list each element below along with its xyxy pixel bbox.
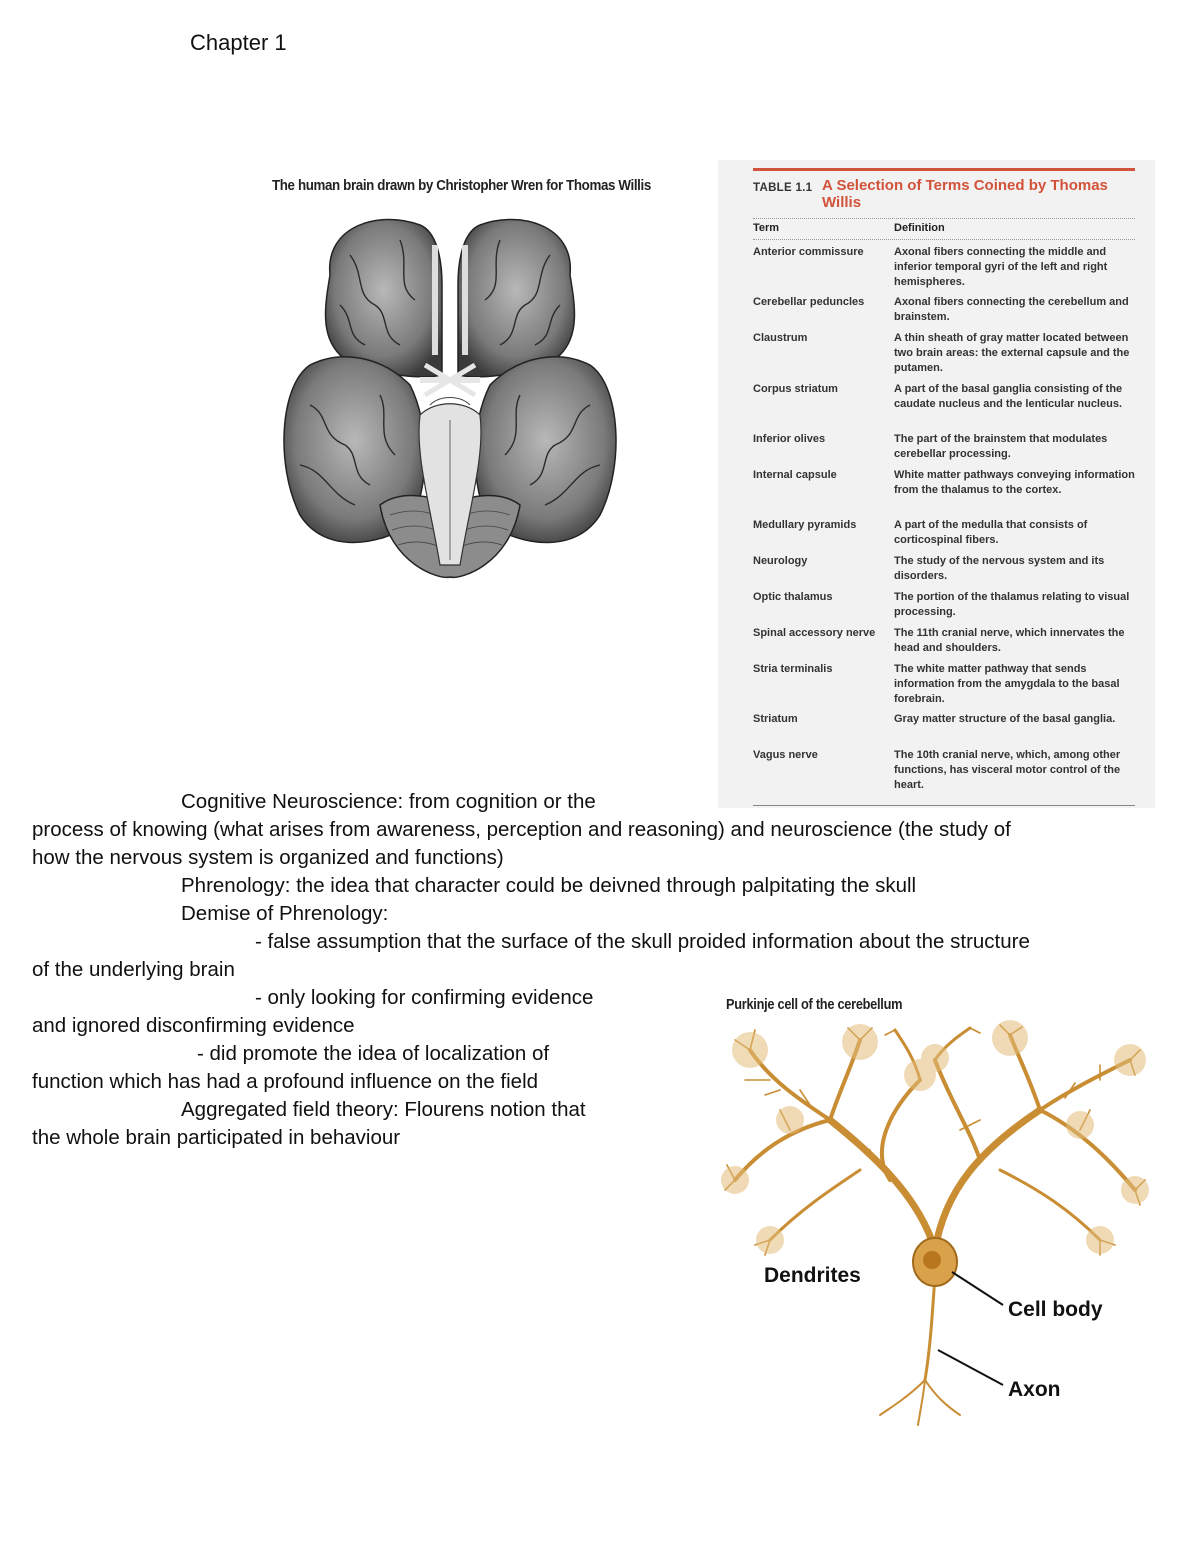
table-cell-definition: The 11th cranial nerve, which innervates the head and shoulders. <box>894 627 1125 654</box>
table-cell-term: Spinal accessory nerve <box>753 627 876 639</box>
note-line: of the underlying brain <box>32 958 235 981</box>
note-line: - false assumption that the surface of the skull proided information about the structure <box>255 930 1030 953</box>
column-header-definition: Definition <box>894 222 945 234</box>
table-bottom-rule <box>753 805 1135 806</box>
table-cell-definition: Axonal fibers connecting the cerebellum and brainstem. <box>894 296 1129 323</box>
table-row <box>753 432 1138 462</box>
table-cell-definition: A part of the basal ganglia consisting of the caudate nucleus and the lenticular nucleus. <box>894 383 1123 410</box>
table-top-rule <box>753 168 1135 171</box>
table-cell-definition: A thin sheath of gray matter located between two brain areas: the external capsule and the putamen. <box>894 332 1130 374</box>
column-header-term: Term <box>753 222 780 234</box>
note-line: the whole brain participated in behaviour <box>32 1126 401 1149</box>
note-line: and ignored disconfirming evidence <box>32 1014 355 1037</box>
table-cell-definition: The white matter pathway that sends information from the amygdala to the basal forebrain. <box>894 663 1120 705</box>
table-cell-definition: Gray matter structure of the basal ganglia. <box>894 713 1116 725</box>
table-row <box>753 295 1138 325</box>
purkinje-cell-illustration <box>720 1020 1150 1430</box>
table-row <box>753 748 1138 793</box>
table-cell-term: Neurology <box>753 555 808 567</box>
table-cell-term: Stria terminalis <box>753 663 833 675</box>
table-number: TABLE 1.1 <box>753 182 813 194</box>
table-cell-definition: The 10th cranial nerve, which, among other functions, has visceral motor control of the heart. <box>894 749 1121 791</box>
note-line: - did promote the idea of localization of <box>197 1042 550 1065</box>
table-header-row <box>753 222 1135 234</box>
table-cell-term: Inferior olives <box>753 433 826 445</box>
brain-illustration <box>270 205 630 585</box>
note-line: - only looking for confirming evidence <box>255 986 594 1009</box>
axon-label: Axon <box>1008 1378 1061 1401</box>
table-cell-term: Cerebellar peduncles <box>753 296 865 308</box>
table-row <box>753 382 1138 412</box>
table-row <box>753 662 1138 707</box>
table-cell-definition: A part of the medulla that consists of corticospinal fibers. <box>894 519 1088 546</box>
table-cell-term: Vagus nerve <box>753 749 818 761</box>
note-line: how the nervous system is organized and functions) <box>32 846 504 869</box>
purkinje-figure-caption: Purkinje cell of the cerebellum <box>726 997 903 1013</box>
note-line: function which has had a profound influence on the field <box>32 1070 539 1093</box>
table-row <box>753 626 1138 656</box>
table-cell-definition: The part of the brainstem that modulates cerebellar processing. <box>894 433 1108 460</box>
table-cell-term: Striatum <box>753 713 798 725</box>
table-header-bottom-rule <box>753 239 1135 240</box>
table-cell-definition: The portion of the thalamus relating to visual processing. <box>894 591 1130 618</box>
table-row <box>753 518 1138 548</box>
table-cell-term: Anterior commissure <box>753 246 864 258</box>
note-line: Phrenology: the idea that character could be deivned through palpitating the skull <box>181 874 917 897</box>
table-row <box>753 590 1138 620</box>
table-cell-term: Medullary pyramids <box>753 519 857 531</box>
table-header-rule <box>753 218 1135 219</box>
note-line: Cognitive Neuroscience: from cognition or the <box>181 790 596 813</box>
table-row <box>753 331 1138 376</box>
table-title: A Selection of Terms Coined by Thomas Willis <box>822 177 1108 211</box>
note-line: process of knowing (what arises from awareness, perception and reasoning) and neuroscience (the study of <box>32 818 1011 841</box>
table-cell-definition: White matter pathways conveying information from the thalamus to the cortex. <box>894 469 1135 496</box>
table-cell-definition: The study of the nervous system and its disorders. <box>894 555 1105 582</box>
table-row <box>753 554 1138 584</box>
note-line: Aggregated field theory: Flourens notion that <box>181 1098 586 1121</box>
chapter-heading: Chapter 1 <box>190 30 287 55</box>
table-row <box>753 468 1138 498</box>
note-line: Demise of Phrenology: <box>181 902 389 925</box>
table-cell-term: Corpus striatum <box>753 383 838 395</box>
table-cell-definition: Axonal fibers connecting the middle and inferior temporal gyri of the left and right hemispheres. <box>894 246 1108 288</box>
table-row <box>753 245 1138 290</box>
table-cell-term: Optic thalamus <box>753 591 833 603</box>
brain-figure-caption: The human brain drawn by Christopher Wren for Thomas Willis <box>272 178 651 194</box>
cell-body-label: Cell body <box>1008 1298 1103 1321</box>
table-cell-term: Claustrum <box>753 332 808 344</box>
table-cell-term: Internal capsule <box>753 469 837 481</box>
table-row <box>753 712 1138 727</box>
dendrites-label: Dendrites <box>764 1264 861 1287</box>
